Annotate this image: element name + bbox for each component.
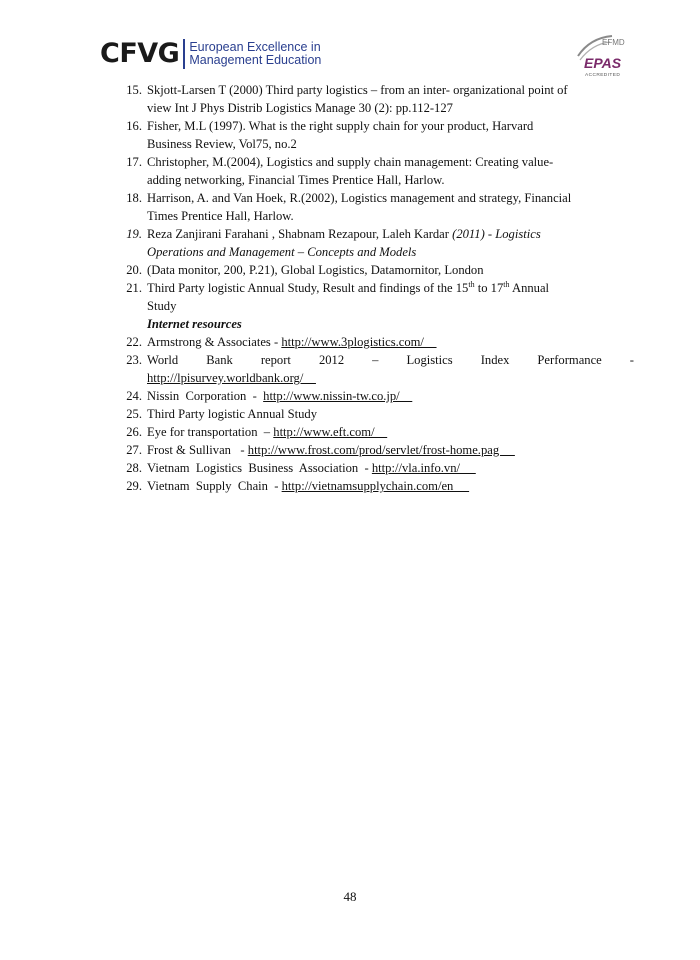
reference-word: report <box>260 353 291 367</box>
superscript: th <box>503 279 510 289</box>
reference-number: 20. <box>126 263 142 277</box>
reference-item-17 <box>116 153 634 189</box>
logo-tagline-line2: Management Education <box>189 53 322 67</box>
reference-text: Eye for transportation – <box>147 425 274 439</box>
reference-text: Frost & Sullivan - <box>147 443 248 457</box>
reference-text-line2: Times Prentice Hall, Harlow. <box>147 209 294 223</box>
reference-item-21 <box>116 279 634 315</box>
reference-title: Operations and Management – Concepts and Models <box>147 245 417 259</box>
reference-link[interactable]: http://vla.info.vn/ <box>371 461 476 475</box>
reference-text-line1: Christopher, M.(2004), Logistics and supply chain management: Creating value- <box>147 155 554 169</box>
reference-link[interactable]: http://www.3plogistics.com/ <box>281 335 437 349</box>
reference-year-title: (2011) - Logistics <box>452 227 541 241</box>
reference-word: 2012 <box>318 353 345 367</box>
reference-item-23 <box>116 351 634 387</box>
reference-text-line2: Study <box>147 299 177 313</box>
page-number: 48 <box>343 889 357 904</box>
reference-number: 22. <box>126 335 142 349</box>
reference-word: – <box>372 353 379 367</box>
reference-text-line1: Fisher, M.L (1997). What is the right supply chain for your product, Harvard <box>147 119 534 133</box>
reference-item-28 <box>116 459 634 477</box>
reference-number: 24. <box>126 389 142 403</box>
reference-link[interactable]: http://vietnamsupplychain.com/en <box>281 479 470 493</box>
reference-text-part: Annual <box>509 281 550 295</box>
epas-accredited-text: ACCREDITED <box>585 73 621 78</box>
reference-justified-line <box>147 351 634 369</box>
reference-number: 26. <box>126 425 142 439</box>
reference-item-22 <box>116 333 634 351</box>
reference-word: Logistics <box>406 353 453 367</box>
reference-text-line2: Business Review, Vol75, no.2 <box>147 137 297 151</box>
reference-item-15 <box>116 81 634 117</box>
reference-number: 27. <box>126 443 142 457</box>
reference-number: 23. <box>126 353 142 367</box>
reference-number: 16. <box>126 119 142 133</box>
reference-item-25 <box>116 405 634 423</box>
reference-item-16 <box>116 117 634 153</box>
reference-item-19 <box>116 225 634 261</box>
cfvg-logo-word: CFVG <box>100 38 180 69</box>
reference-number: 19. <box>126 227 142 241</box>
reference-text: Vietnam Supply Chain - <box>147 479 282 493</box>
reference-word: Bank <box>206 353 233 367</box>
reference-item-20 <box>116 261 634 279</box>
reference-text-line2: adding networking, Financial Times Prentice Hall, Harlow. <box>147 173 445 187</box>
internet-resources-heading: Internet resources <box>147 317 242 331</box>
reference-text: Nissin Corporation - <box>147 389 264 403</box>
epas-efmd-text: EFMD <box>602 38 625 47</box>
reference-item-27 <box>116 441 634 459</box>
reference-link[interactable]: http://www.frost.com/prod/servlet/frost-home.pag <box>247 443 515 457</box>
reference-number: 28. <box>126 461 142 475</box>
reference-number: 21. <box>126 281 142 295</box>
logo-divider <box>183 39 185 69</box>
logo-tagline-line1: European Excellence in <box>189 40 321 54</box>
reference-text: Armstrong & Associates - <box>147 335 282 349</box>
reference-number: 18. <box>126 191 142 205</box>
reference-text: Vietnam Logistics Business Association - <box>147 461 372 475</box>
reference-text-part: Third Party logistic Annual Study, Result and findings of the 15 <box>147 281 469 295</box>
superscript: th <box>468 279 475 289</box>
reference-text-line1: Skjott-Larsen T (2000) Third party logistics – from an inter- organizational point of <box>147 83 568 97</box>
reference-word: - <box>629 353 634 367</box>
epas-main-text: EPAS <box>584 55 622 71</box>
reference-number: 17. <box>126 155 142 169</box>
references-list <box>116 81 634 495</box>
reference-number: 29. <box>126 479 142 493</box>
page-header <box>0 0 700 80</box>
reference-word: World <box>147 353 179 367</box>
reference-text-line2: view Int J Phys Distrib Logistics Manage 30 (2): pp.112-127 <box>147 101 453 115</box>
reference-item-29 <box>116 477 634 495</box>
epas-logo <box>572 34 634 78</box>
reference-word: Performance <box>537 353 602 367</box>
reference-item-26 <box>116 423 634 441</box>
reference-authors: Reza Zanjirani Farahani , Shabnam Rezapour, Laleh Kardar <box>147 227 453 241</box>
reference-text-line1: (Data monitor, 200, P.21), Global Logistics, Datamornitor, London <box>147 263 484 277</box>
cfvg-logo <box>100 36 321 72</box>
reference-item-24 <box>116 387 634 405</box>
cfvg-logo-tagline <box>189 41 321 67</box>
reference-link[interactable]: http://www.eft.com/ <box>273 425 388 439</box>
reference-link[interactable]: http://www.nissin-tw.co.jp/ <box>263 389 413 403</box>
reference-number: 25. <box>126 407 142 421</box>
reference-item-18 <box>116 189 634 225</box>
reference-link[interactable]: http://lpisurvey.worldbank.org/ <box>147 371 316 385</box>
reference-number: 15. <box>126 83 142 97</box>
reference-text: Third Party logistic Annual Study <box>147 407 318 421</box>
reference-text-part: to 17 <box>474 281 504 295</box>
reference-word: Index <box>480 353 510 367</box>
reference-text-line1: Harrison, A. and Van Hoek, R.(2002), Logistics management and strategy, Financial <box>147 191 572 205</box>
